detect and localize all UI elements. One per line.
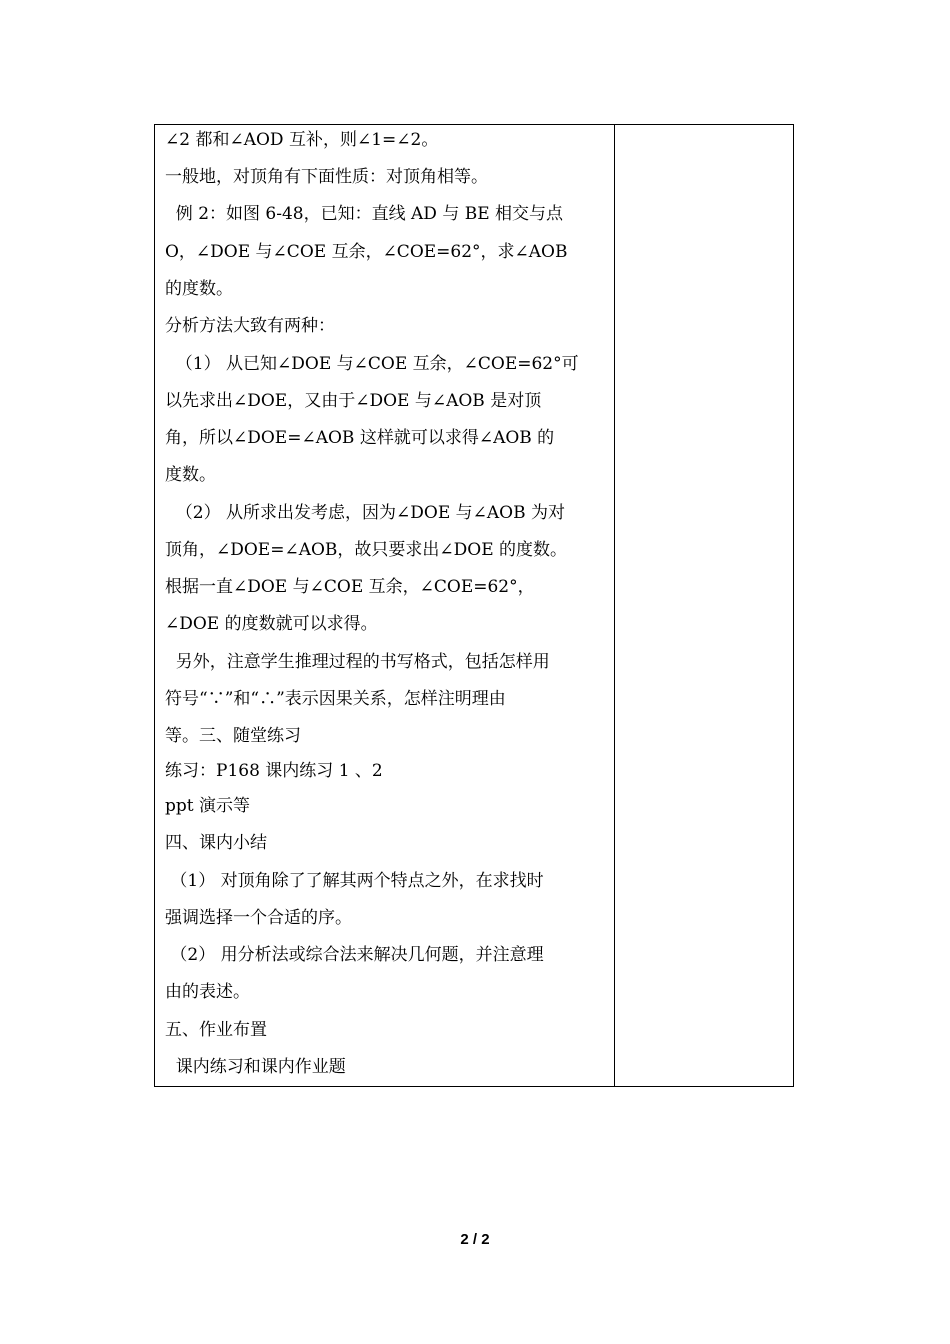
- text-line: 四、课内小结: [165, 833, 267, 853]
- text-line: 度数。: [165, 465, 216, 485]
- text-line: 以先求出∠DOE，又由于∠DOE 与∠AOB 是对顶: [165, 391, 542, 411]
- page-number: 2 / 2: [460, 1231, 490, 1248]
- text-line: 顶角，∠DOE=∠AOB，故只要求出∠DOE 的度数。: [165, 540, 568, 560]
- text-line: 角，所以∠DOE=∠AOB 这样就可以求得∠AOB 的: [165, 428, 555, 448]
- text-line: 符号“∵”和“∴”表示因果关系，怎样注明理由: [165, 689, 506, 709]
- text-line: 由的表述。: [165, 982, 250, 1002]
- notes-column: [615, 125, 793, 1086]
- text-line: ppt 演示等: [165, 796, 250, 816]
- text-line: ∠2 都和∠AOD 互补，则∠1=∠2。: [165, 130, 439, 150]
- text-line: 一般地，对顶角有下面性质：对顶角相等。: [165, 167, 488, 187]
- text-line: （2） 用分析法或综合法来解决几何题，并注意理: [165, 945, 544, 965]
- text-line: 分析方法大致有两种：: [165, 316, 335, 336]
- content-column: [155, 125, 615, 1086]
- text-line: 课内练习和课内作业题: [165, 1057, 346, 1077]
- text-line: （2） 从所求出发考虑，因为∠DOE 与∠AOB 为对: [165, 503, 566, 523]
- text-line: O，∠DOE 与∠COE 互余，∠COE=62°，求∠AOB: [165, 242, 568, 262]
- text-line: 练习：P168 课内练习 1 、2: [165, 761, 383, 781]
- text-line: （1） 从已知∠DOE 与∠COE 互余，∠COE=62°可: [165, 354, 579, 374]
- text-line: 等。三、随堂练习: [165, 726, 301, 746]
- text-line: 另外，注意学生推理过程的书写格式，包括怎样用: [165, 652, 550, 672]
- text-line: （1） 对顶角除了了解其两个特点之外，在求找时: [165, 871, 544, 891]
- text-line: 五、作业布置: [165, 1020, 267, 1040]
- text-line: ∠DOE 的度数就可以求得。: [165, 614, 378, 634]
- text-line: 例 2：如图 6-48，已知：直线 AD 与 BE 相交与点: [165, 204, 564, 224]
- text-line: 根据一直∠DOE 与∠COE 互余，∠COE=62°，: [165, 577, 535, 597]
- lesson-plan-table: [154, 124, 794, 1087]
- text-line: 的度数。: [165, 279, 233, 299]
- text-line: 强调选择一个合适的序。: [165, 908, 352, 928]
